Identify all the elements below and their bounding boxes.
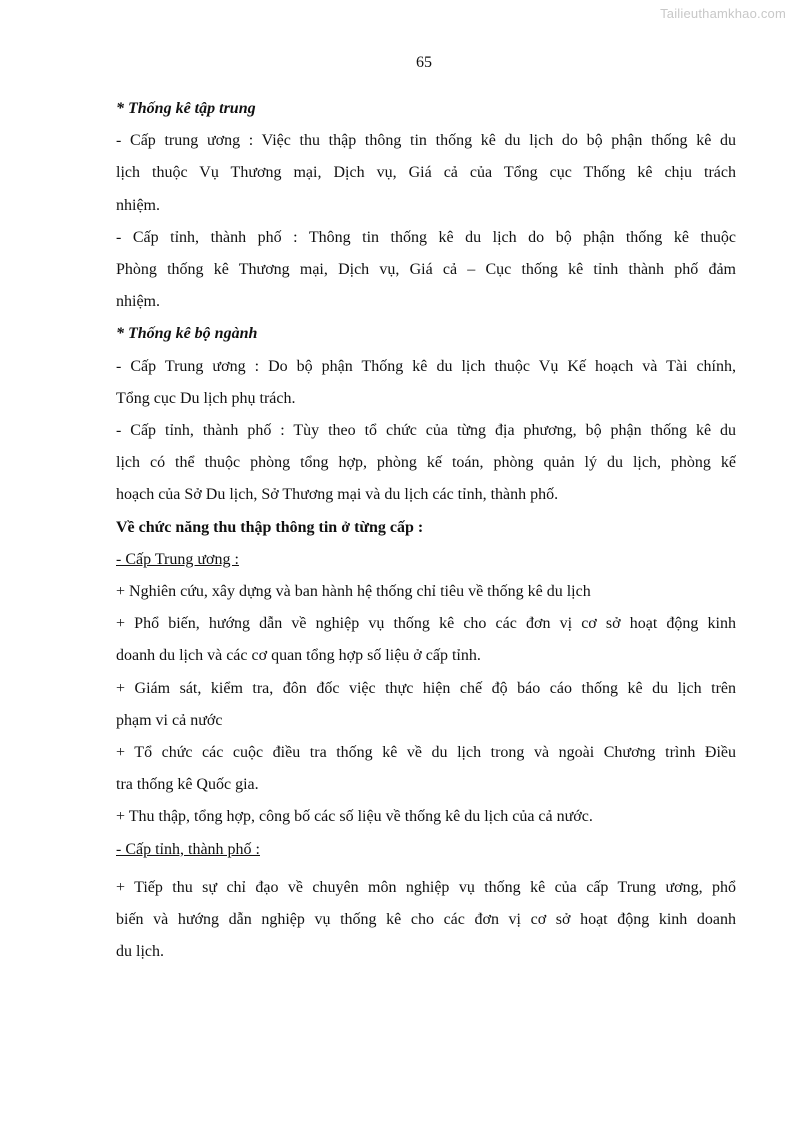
list-item: + Nghiên cứu, xây dựng và ban hành hệ thống chỉ tiêu về thống kê du lịch [116, 582, 591, 600]
paragraph-line: lịch thuộc Vụ Thương mại, Dịch vụ, Giá cả của Tổng cục Thống kê chịu trách [116, 164, 736, 182]
list-item: + Giám sát, kiểm tra, đôn đốc việc thực hiện chế độ báo cáo thống kê du lịch trên [116, 679, 736, 697]
list-item-continuation: tra thống kê Quốc gia. [116, 776, 259, 794]
paragraph-line: Phòng thống kê Thương mại, Dịch vụ, Giá cả – Cục thống kê tỉnh thành phố đảm [116, 260, 736, 278]
paragraph-line: - Cấp trung ương : Việc thu thập thông tin thống kê du lịch do bộ phận thống kê du [116, 132, 736, 150]
list-item: + Phổ biến, hướng dẫn về nghiệp vụ thống kê cho các đơn vị cơ sở hoạt động kinh [116, 615, 736, 633]
heading-ministry-statistics: * Thống kê bộ ngành [116, 325, 258, 343]
paragraph-line: nhiệm. [116, 196, 160, 214]
list-item: + Thu thập, tổng hợp, công bố các số liệu về thống kê du lịch của cả nước. [116, 808, 593, 826]
watermark: Tailieuthamkhao.com [660, 6, 786, 21]
paragraph-line: - Cấp tỉnh, thành phố : Tùy theo tổ chức của từng địa phương, bộ phận thống kê du [116, 421, 736, 439]
paragraph-line: - Cấp Trung ương : Do bộ phận Thống kê du lịch thuộc Vụ Kế hoạch và Tài chính, [116, 357, 736, 375]
list-item: + Tổ chức các cuộc điều tra thống kê về du lịch trong và ngoài Chương trình Điều [116, 743, 736, 761]
list-item-continuation: phạm vi cả nước [116, 711, 223, 729]
page-number: 65 [416, 54, 432, 71]
list-item: + Tiếp thu sự chỉ đạo về chuyên môn nghiệp vụ thống kê của cấp Trung ương, phổ [116, 878, 736, 896]
list-item-continuation: du lịch. [116, 943, 164, 961]
list-item-continuation: biến và hướng dẫn nghiệp vụ thống kê cho các đơn vị cơ sở hoạt động kinh doanh [116, 910, 736, 928]
heading-collection-functions: Về chức năng thu thập thông tin ở từng cấp : [116, 518, 424, 536]
list-item-continuation: doanh du lịch và các cơ quan tổng hợp số liệu ở cấp tỉnh. [116, 647, 481, 665]
subheading-central-level: - Cấp Trung ương : [116, 550, 239, 568]
paragraph-line: - Cấp tỉnh, thành phố : Thông tin thống kê du lịch do bộ phận thống kê thuộc [116, 228, 736, 246]
document-body [116, 93, 736, 968]
paragraph-line: Tổng cục Du lịch phụ trách. [116, 389, 296, 407]
paragraph-line: hoạch của Sở Du lịch, Sở Thương mại và du lịch các tỉnh, thành phố. [116, 486, 559, 504]
subheading-provincial-level: - Cấp tỉnh, thành phố : [116, 840, 260, 858]
paragraph-line: lịch có thể thuộc phòng tổng hợp, phòng kế toán, phòng quản lý du lịch, phòng kế [116, 454, 736, 472]
heading-centralized-statistics: * Thống kê tập trung [116, 100, 256, 117]
paragraph-line: nhiệm. [116, 293, 160, 311]
